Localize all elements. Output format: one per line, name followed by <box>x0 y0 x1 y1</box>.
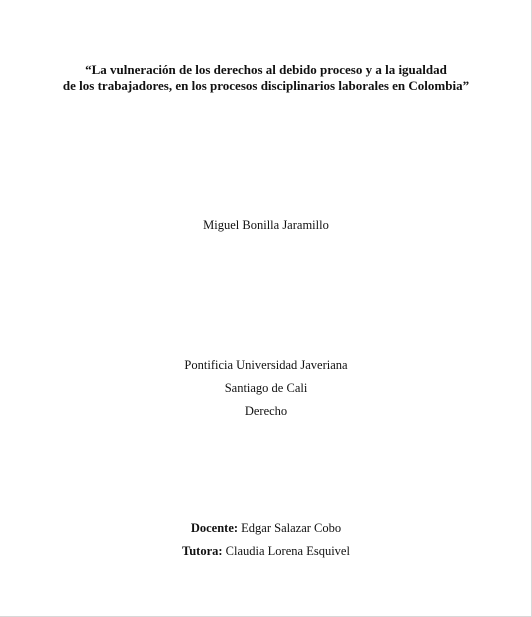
tutora-name: Claudia Lorena Esquivel <box>225 544 350 558</box>
title-line-2: de los trabajadores, en los procesos disciplinarios laborales en Colombia” <box>62 78 470 93</box>
department-name: Derecho <box>244 404 288 418</box>
docente-line <box>0 520 532 536</box>
tutora-line <box>0 543 532 559</box>
docente-name: Edgar Salazar Cobo <box>241 521 342 535</box>
university-name: Pontificia Universidad Javeriana <box>184 358 348 372</box>
docente-label: Docente: <box>190 521 239 535</box>
title-line-1: “La vulneración de los derechos al debido proceso y a la igualdad <box>85 62 447 77</box>
tutora-label: Tutora: <box>182 544 223 558</box>
city-name: Santiago de Cali <box>224 381 308 395</box>
author-name: Miguel Bonilla Jaramillo <box>203 218 329 232</box>
document-title <box>0 62 532 94</box>
